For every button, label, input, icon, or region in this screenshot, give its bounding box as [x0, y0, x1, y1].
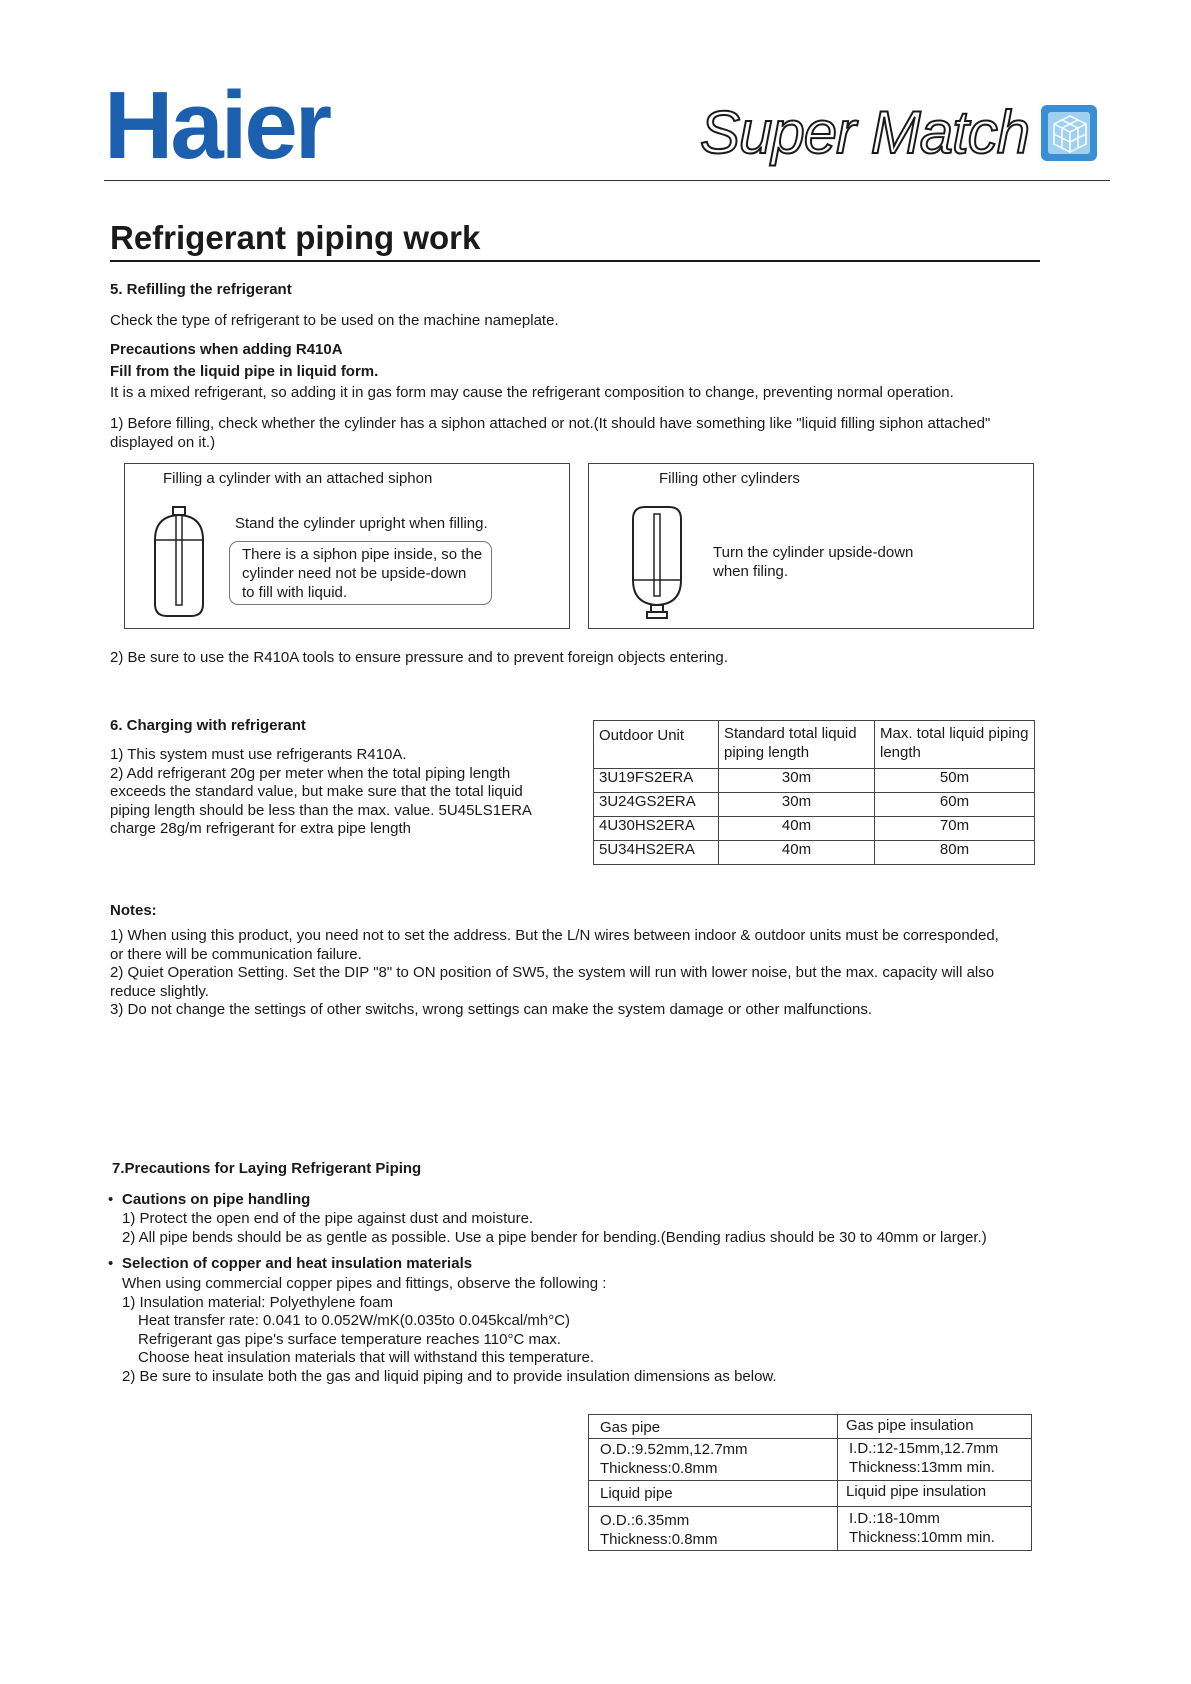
gas-insulation-spec	[838, 1439, 1032, 1481]
unit-cell: 3U24GS2ERA	[594, 793, 719, 817]
section-5-heading: 5. Refilling the refrigerant	[110, 281, 292, 298]
note-1-line-2: or there will be communication failure.	[110, 945, 362, 963]
max-length-cell: 70m	[875, 817, 1035, 841]
box-2-line-1: Turn the cylinder upside-down	[713, 544, 914, 561]
box-1-title: Filling a cylinder with an attached siphon	[163, 470, 433, 487]
upright-cylinder-icon	[149, 504, 209, 620]
pipe-handling-heading: Cautions on pipe handling	[122, 1191, 311, 1208]
step-1-line-1: 1) Before filling, check whether the cylinder has a siphon attached or not.(It should have something like "liquid filling siphon attached"	[110, 415, 991, 432]
table-row	[594, 841, 1035, 865]
liquid-insulation-thickness: Thickness:10mm min.	[849, 1528, 995, 1546]
insulate-both: 2) Be sure to insulate both the gas and liquid piping and to provide insulation dimensions as below.	[122, 1368, 777, 1385]
header-standard-line-1: Standard total liquid	[724, 725, 857, 742]
note-2-line-2: reduce slightly.	[110, 982, 209, 1000]
gas-pipe-spec	[589, 1439, 838, 1481]
precaution-heading: Precautions when adding R410A	[110, 341, 343, 358]
insulation-table	[588, 1414, 1032, 1551]
gas-thickness: Thickness:0.8mm	[600, 1459, 718, 1477]
header-standard-length	[719, 721, 875, 769]
section-6-heading: 6. Charging with refrigerant	[110, 717, 306, 734]
siphon-note-line-3: to fill with liquid.	[242, 584, 348, 601]
cube-icon	[1040, 104, 1098, 162]
header-max-line-2: length	[880, 743, 921, 761]
heat-transfer-rate: Heat transfer rate: 0.041 to 0.052W/mK(0.035to 0.045kcal/mh°C)	[138, 1312, 571, 1329]
box-1-instruction: Stand the cylinder upright when filling.	[235, 515, 488, 532]
std-length-cell: 30m	[719, 793, 875, 817]
note-1-line-1: 1) When using this product, you need not to set the address. But the L/N wires between indoor & outdoor units must be corresponded,	[110, 927, 999, 944]
max-length-cell: 60m	[875, 793, 1035, 817]
liquid-pipe-header: Liquid pipe	[589, 1481, 838, 1507]
charging-line-2: 2) Add refrigerant 20g per meter when the total piping length	[110, 764, 511, 782]
table-row	[594, 817, 1035, 841]
liquid-insulation-spec	[838, 1507, 1032, 1551]
siphon-note-callout	[229, 541, 492, 605]
pipe-handling-2: 2) All pipe bends should be as gentle as possible. Use a pipe bender for bending.(Bending radius should be 30 to 40mm or larger.)	[122, 1229, 987, 1246]
gas-insulation-thickness: Thickness:13mm min.	[849, 1458, 995, 1476]
table-row	[589, 1481, 1032, 1507]
gas-id: I.D.:12-15mm,12.7mm	[849, 1440, 999, 1457]
charging-line-5: charge 28g/m refrigerant for extra pipe length	[110, 820, 412, 837]
siphon-cylinder-box	[124, 463, 570, 629]
siphon-note-line-1: There is a siphon pipe inside, so the	[242, 546, 483, 563]
header-standard-line-2: piping length	[724, 743, 810, 761]
max-length-cell: 80m	[875, 841, 1035, 865]
liquid-thickness: Thickness:0.8mm	[600, 1530, 718, 1548]
charging-text	[110, 746, 542, 839]
step-1-line-2: displayed on it.)	[110, 434, 216, 451]
liquid-od: O.D.:6.35mm	[600, 1512, 690, 1529]
table-row	[589, 1439, 1032, 1481]
materials-intro: When using commercial copper pipes and fittings, observe the following :	[122, 1275, 607, 1292]
charging-line-4: piping length should be less than the max. value. 5U45LS1ERA	[110, 801, 532, 819]
materials-heading: Selection of copper and heat insulation materials	[122, 1255, 473, 1272]
notes-heading: Notes:	[110, 902, 157, 919]
choose-materials: Choose heat insulation materials that will withstand this temperature.	[138, 1349, 595, 1366]
insulation-material: 1) Insulation material: Polyethylene foam	[122, 1294, 393, 1311]
table-row	[594, 793, 1035, 817]
std-length-cell: 40m	[719, 841, 875, 865]
gas-od: O.D.:9.52mm,12.7mm	[600, 1441, 748, 1458]
liquid-insulation-header: Liquid pipe insulation	[838, 1481, 1032, 1507]
box-2-title: Filling other cylinders	[659, 470, 800, 487]
gas-insulation-header: Gas pipe insulation	[838, 1415, 1032, 1439]
table-row	[594, 769, 1035, 793]
unit-cell: 3U19FS2ERA	[594, 769, 719, 793]
header-max-length	[875, 721, 1035, 769]
table-header-row	[594, 721, 1035, 769]
haier-logo: Haier	[104, 72, 330, 179]
inverted-cylinder-icon	[627, 504, 687, 622]
header-rule	[104, 180, 1110, 181]
charging-line-3: exceeds the standard value, but make sure that the total liquid	[110, 783, 523, 800]
bullet-icon: •	[108, 1255, 114, 1272]
check-text: Check the type of refrigerant to be used on the machine nameplate.	[110, 312, 559, 329]
surface-temperature: Refrigerant gas pipe's surface temperature reaches 110°C max.	[138, 1331, 561, 1348]
gas-pipe-header: Gas pipe	[589, 1415, 838, 1439]
note-3: 3) Do not change the settings of other switchs, wrong settings can make the system damage or other malfunctions.	[110, 1001, 873, 1018]
std-length-cell: 30m	[719, 769, 875, 793]
bullet-icon: •	[108, 1191, 114, 1208]
step-2-text: 2) Be sure to use the R410A tools to ensure pressure and to prevent foreign objects entering.	[110, 649, 728, 666]
siphon-note-line-2: cylinder need not be upside-down	[242, 565, 467, 582]
box-2-line-2: when filing.	[713, 563, 789, 580]
unit-cell: 4U30HS2ERA	[594, 817, 719, 841]
header-max-line-1: Max. total liquid piping	[880, 725, 1029, 742]
max-length-cell: 50m	[875, 769, 1035, 793]
note-2-line-1: 2) Quiet Operation Setting. Set the DIP "8" to ON position of SW5, the system will run with lower noise, but the max. capacity will also	[110, 964, 995, 981]
notes-list	[110, 927, 999, 1020]
unit-cell: 5U34HS2ERA	[594, 841, 719, 865]
title-underline	[110, 260, 1040, 262]
liquid-id: I.D.:18-10mm	[849, 1510, 940, 1527]
other-cylinder-box	[588, 463, 1034, 629]
table-row	[589, 1507, 1032, 1551]
table-row	[589, 1415, 1032, 1439]
pipe-handling-1: 1) Protect the open end of the pipe against dust and moisture.	[122, 1210, 534, 1227]
piping-length-table	[593, 720, 1035, 865]
header-outdoor-unit: Outdoor Unit	[594, 721, 719, 769]
section-7-heading: 7.Precautions for Laying Refrigerant Piping	[112, 1160, 422, 1177]
fill-heading: Fill from the liquid pipe in liquid form.	[110, 363, 379, 380]
super-match-brand: Super Match	[700, 99, 1030, 166]
std-length-cell: 40m	[719, 817, 875, 841]
charging-line-1: 1) This system must use refrigerants R410A.	[110, 746, 407, 763]
mixed-refrigerant-text: It is a mixed refrigerant, so adding it in gas form may cause the refrigerant composition to change, preventing normal operation.	[110, 384, 954, 401]
page-title: Refrigerant piping work	[110, 219, 481, 256]
liquid-pipe-spec	[589, 1507, 838, 1551]
